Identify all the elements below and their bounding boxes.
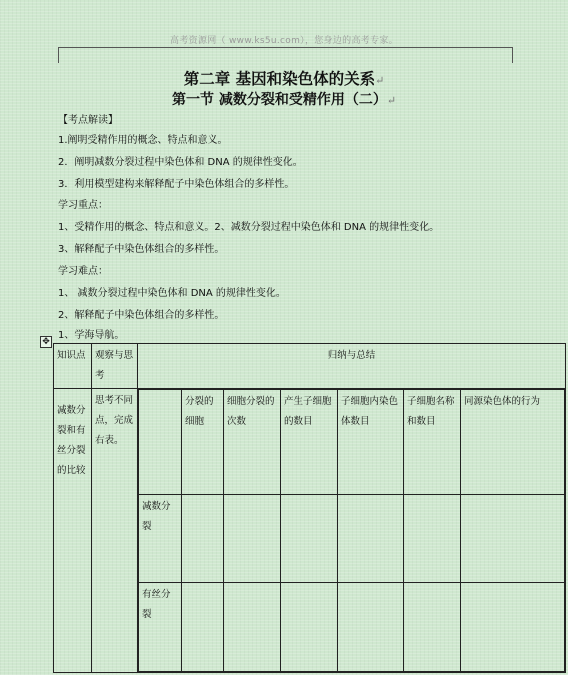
chapter-title: 第二章 基因和染色体的关系↵ — [183, 69, 385, 88]
text-line: 3．利用模型建构来解释配子中染色体组合的多样性。 — [58, 179, 295, 190]
text-line: 学习难点： — [58, 266, 108, 277]
text-line: 1、受精作用的概念、特点和意义。2、减数分裂过程中染色体和 DNA 的规律性变化。 — [58, 222, 440, 233]
answer-cell[interactable] — [338, 494, 404, 583]
answer-cell[interactable] — [461, 583, 565, 672]
comparison-table — [53, 343, 566, 673]
inner-header: 产生子细胞的数目 — [281, 390, 338, 495]
summary-cell — [138, 389, 566, 673]
answer-cell[interactable] — [182, 583, 224, 672]
text-line: 1、学海导航。 — [58, 330, 125, 341]
answer-cell[interactable] — [404, 494, 461, 583]
header-knowledge-point: 知识点 — [54, 344, 92, 389]
inner-header: 同源染色体的行为 — [461, 390, 565, 495]
header-rule — [58, 47, 513, 48]
table-move-handle[interactable]: ✥ — [40, 336, 52, 348]
answer-cell[interactable] — [224, 494, 281, 583]
text-line: 1.阐明受精作用的概念、特点和意义。 — [58, 135, 228, 146]
text-line: 3、解释配子中染色体组合的多样性。 — [58, 244, 225, 255]
inner-comparison-table — [138, 389, 565, 672]
document-header: 高考资源网（ www.ks5u.com），您身边的高考专家。 — [170, 36, 398, 46]
answer-cell[interactable] — [182, 494, 224, 583]
inner-header: 细胞分裂的次数 — [224, 390, 281, 495]
observe-instructions: 思考不同点，完成右表。 — [92, 389, 138, 673]
text-line: 1、 减数分裂过程中染色体和 DNA 的规律性变化。 — [58, 288, 286, 299]
header-observe-think: 观察与思考 — [92, 344, 138, 389]
inner-header: 分裂的细胞 — [182, 390, 224, 495]
section-title: 第一节 减数分裂和受精作用（二）↵ — [171, 92, 397, 108]
row-label-comparison: 减数分裂和有丝分裂的比较 — [54, 389, 92, 673]
inner-row-label: 有丝分裂 — [139, 583, 182, 672]
corner-mark-left — [58, 47, 59, 63]
inner-row-label: 减数分裂 — [139, 494, 182, 583]
answer-cell[interactable] — [461, 494, 565, 583]
text-line: 2．阐明减数分裂过程中染色体和 DNA 的规律性变化。 — [58, 157, 303, 168]
inner-header: 子细胞名称和数目 — [404, 390, 461, 495]
inner-corner-cell — [139, 390, 182, 495]
header-summary: 归纳与总结 — [138, 344, 566, 389]
corner-mark-right — [512, 47, 513, 63]
text-line: 【考点解读】 — [58, 115, 118, 126]
answer-cell[interactable] — [281, 583, 338, 672]
inner-header: 子细胞内染色体数目 — [338, 390, 404, 495]
answer-cell[interactable] — [404, 583, 461, 672]
answer-cell[interactable] — [224, 583, 281, 672]
answer-cell[interactable] — [281, 494, 338, 583]
answer-cell[interactable] — [338, 583, 404, 672]
text-line: 2、解释配子中染色体组合的多样性。 — [58, 310, 225, 321]
text-line: 学习重点： — [58, 200, 108, 211]
